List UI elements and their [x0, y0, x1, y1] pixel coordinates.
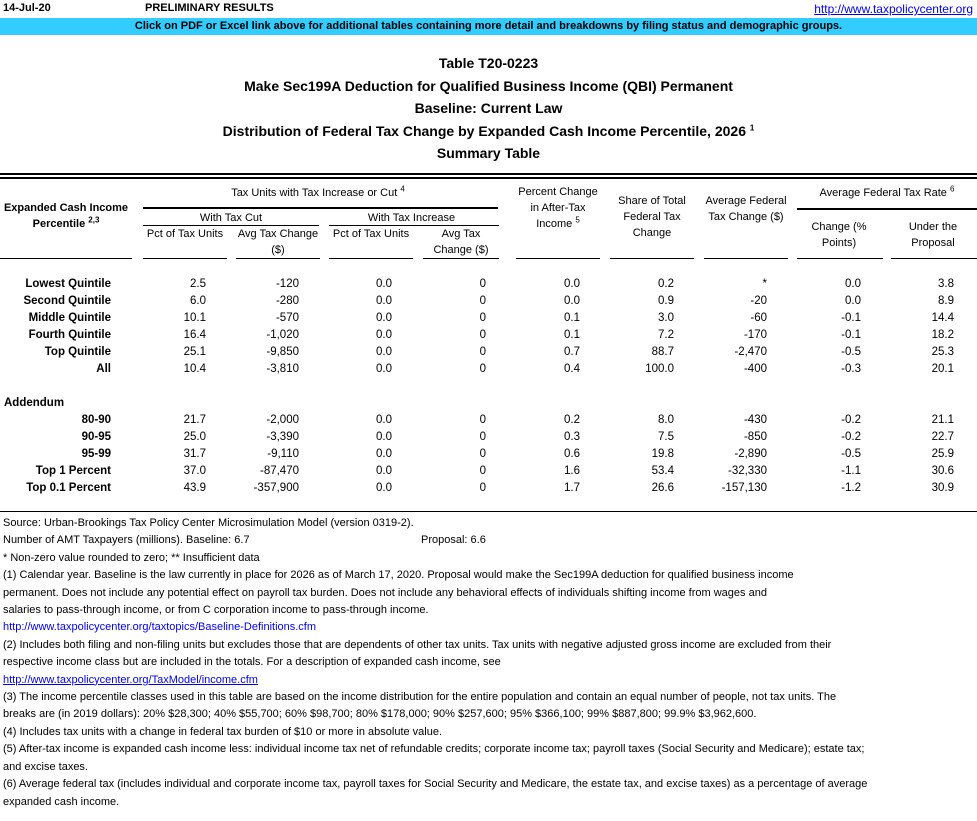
cell-cut-pct: 21.7	[183, 414, 206, 426]
col-header-after-tax	[516, 184, 600, 232]
table-row	[0, 414, 977, 431]
col-header-text: Expanded Cash Income Percentile	[3, 202, 129, 230]
table-row	[0, 295, 977, 312]
cell-inc-pct: 0.0	[376, 414, 392, 426]
footnote-ref: 5	[575, 215, 580, 225]
col-header-with-cut: With Tax Cut	[199, 212, 263, 224]
rule	[329, 258, 413, 259]
cell-share: 0.2	[658, 278, 674, 290]
cell-cut-avg: -2,000	[266, 414, 299, 426]
col-header-inc-pct: Pct of Tax Units	[332, 228, 410, 240]
col-header-cut-pct: Pct of Tax Units	[146, 228, 224, 240]
row-label: 80-90	[81, 414, 111, 426]
cell-share: 7.5	[658, 431, 674, 443]
top-bar	[0, 0, 977, 18]
table-row	[0, 482, 977, 499]
cell-rate-under: 14.4	[931, 312, 954, 324]
row-label: Top 1 Percent	[35, 465, 111, 477]
cell-rate-change: 0.0	[845, 278, 861, 290]
col-header-with-increase: With Tax Increase	[367, 212, 456, 224]
cell-cut-avg: -87,470	[259, 465, 299, 477]
cell-cut-pct: 16.4	[183, 329, 206, 341]
income-definition-link[interactable]: http://www.taxpolicycenter.org/TaxModel/income.cfm	[3, 673, 258, 686]
addendum-header	[0, 397, 977, 414]
rule	[0, 258, 132, 259]
cell-after-tax: 0.1	[564, 312, 580, 324]
cell-inc-pct: 0.0	[376, 295, 392, 307]
cell-share: 88.7	[651, 346, 674, 358]
table-row	[0, 278, 977, 295]
cell-inc-avg: 0	[479, 312, 486, 324]
cell-inc-avg: 0	[479, 278, 486, 290]
note-3-cont: breaks are (in 2019 dollars): 20% $28,300; 40% $55,700; 60% $98,700; 80% $178,000; 90% $257,600; 95% $366,100; 99% $887,800; 99.9% $3,962,600.	[3, 708, 757, 721]
footnotes	[3, 515, 973, 811]
cell-inc-pct: 0.0	[376, 482, 392, 494]
subtitle-text: Distribution of Federal Tax Change by Expanded Cash Income Percentile, 2026	[222, 122, 746, 139]
cell-inc-pct: 0.0	[376, 329, 392, 341]
cell-cut-pct: 43.9	[183, 482, 206, 494]
cell-avg-change: -430	[743, 414, 767, 426]
col-header-avg-rate	[797, 185, 977, 201]
cell-rate-under: 25.9	[931, 448, 954, 460]
table-id: Table T20-0223	[438, 55, 539, 71]
cell-rate-under: 8.9	[938, 295, 954, 307]
col-header-inc-avg: Avg Tax Change ($)	[433, 228, 489, 256]
footnote-ref: 4	[400, 184, 405, 194]
cell-inc-avg: 0	[479, 295, 486, 307]
cell-share: 0.9	[658, 295, 674, 307]
rule	[797, 258, 883, 259]
cell-after-tax: 0.2	[564, 414, 580, 426]
cell-after-tax: 0.4	[564, 363, 580, 375]
row-label: Top Quintile	[44, 346, 111, 358]
cell-avg-change: *	[762, 278, 767, 290]
cell-cut-avg: -570	[275, 312, 299, 324]
col-header-text: Percent Change in After-Tax Income	[518, 186, 598, 230]
cell-rate-change: 0.0	[845, 295, 861, 307]
cell-inc-pct: 0.0	[376, 346, 392, 358]
note-2-cont: respective income class but are included in the totals. For a description of expanded cash income, see	[3, 656, 501, 669]
cell-cut-avg: -120	[275, 278, 299, 290]
cell-avg-change: -850	[743, 431, 767, 443]
cell-rate-under: 30.6	[931, 465, 954, 477]
rule	[797, 208, 977, 210]
cell-cut-avg: -9,110	[267, 448, 299, 460]
cell-avg-change: -2,470	[734, 346, 767, 358]
cell-cut-pct: 10.4	[183, 363, 206, 375]
site-link[interactable]: http://www.taxpolicycenter.org	[814, 2, 973, 16]
footnote-ref: 6	[950, 184, 955, 194]
cell-avg-change: -20	[750, 295, 767, 307]
row-label: Fourth Quintile	[28, 329, 111, 341]
cell-cut-avg: -1,020	[266, 329, 299, 341]
cell-after-tax: 0.7	[564, 346, 580, 358]
cell-inc-avg: 0	[479, 465, 486, 477]
cell-cut-pct: 25.1	[183, 346, 206, 358]
cell-rate-under: 25.3	[931, 346, 954, 358]
cell-cut-pct: 31.7	[183, 448, 206, 460]
report-date: 14-Jul-20	[3, 2, 51, 14]
table-row	[0, 431, 977, 448]
cell-inc-pct: 0.0	[376, 363, 392, 375]
cell-inc-avg: 0	[479, 482, 486, 494]
cell-rate-change: -0.1	[841, 312, 861, 324]
col-header-tax-units	[143, 185, 493, 201]
cell-after-tax: 0.0	[564, 278, 580, 290]
amt-baseline: Number of AMT Taxpayers (millions). Baseline: 6.7	[3, 534, 250, 547]
cell-share: 19.8	[651, 448, 674, 460]
note-1-cont: salaries to pass-through income, or from C corporation income to pass-through income.	[3, 604, 429, 617]
note-3: (3) The income percentile classes used in this table are based on the income distribution for the entire population and contain an equal number of people, not tax units. The	[3, 691, 837, 704]
table-row	[0, 346, 977, 363]
cell-rate-change: -0.2	[841, 431, 861, 443]
cell-avg-change: -32,330	[727, 465, 767, 477]
col-header-share: Share of Total Federal Tax Change	[618, 195, 686, 239]
col-header-text: Average Federal Tax Rate	[819, 187, 947, 199]
cell-share: 26.6	[651, 482, 674, 494]
cell-inc-pct: 0.0	[376, 431, 392, 443]
cell-cut-avg: -9,850	[266, 346, 299, 358]
footnote-ref: 1	[749, 122, 755, 132]
table-title: Make Sec199A Deduction for Qualified Business Income (QBI) Permanent	[244, 77, 733, 94]
baseline-label: Baseline: Current Law	[414, 100, 563, 116]
cell-rate-change: -0.3	[841, 363, 861, 375]
note-6-cont: expanded cash income.	[3, 795, 120, 808]
cell-cut-pct: 2.5	[190, 278, 206, 290]
rule	[516, 258, 600, 259]
cell-inc-avg: 0	[479, 431, 486, 443]
cell-share: 53.4	[651, 465, 674, 477]
cell-after-tax: 1.7	[564, 482, 580, 494]
cell-rate-under: 30.9	[931, 482, 954, 494]
cell-cut-pct: 25.0	[183, 431, 206, 443]
cell-rate-under: 3.8	[938, 278, 954, 290]
summary-label: Summary Table	[436, 145, 541, 161]
preliminary-label: PRELIMINARY RESULTS	[145, 2, 274, 14]
table-subtitle	[0, 120, 977, 143]
cell-share: 100.0	[645, 363, 674, 375]
cell-inc-pct: 0.0	[376, 278, 392, 290]
table-titles	[0, 52, 977, 165]
note-4: (4) Includes tax units with a change in federal tax burden of $10 or more in absolute value.	[3, 725, 443, 738]
row-label: 90-95	[81, 431, 111, 443]
row-label: Second Quintile	[23, 295, 111, 307]
cell-rate-change: -0.1	[841, 329, 861, 341]
cell-after-tax: 0.0	[564, 295, 580, 307]
cell-rate-under: 20.1	[931, 363, 954, 375]
col-header-rate-under: Under the Proposal	[908, 221, 958, 249]
table-row	[0, 363, 977, 380]
rule	[610, 258, 694, 259]
note-1-cont: permanent. Does not include any potential effect on payroll tax burden. Does not include any behavioral effects of individuals shifting income from wages and	[3, 586, 767, 599]
cell-rate-change: -0.5	[841, 448, 861, 460]
cell-cut-pct: 6.0	[190, 295, 206, 307]
cell-inc-pct: 0.0	[376, 448, 392, 460]
cell-rate-change: -1.1	[841, 465, 861, 477]
col-header-group	[0, 200, 132, 232]
cell-cut-pct: 10.1	[183, 312, 206, 324]
table-row	[0, 465, 977, 482]
cell-rate-under: 18.2	[931, 329, 954, 341]
note-source: Source: Urban-Brookings Tax Policy Center Microsimulation Model (version 0319-2).	[3, 517, 414, 529]
note-2: (2) Includes both filing and non-filing units but excludes those that are dependents of other tax units. Tax units with negative adjusted gross income are excluded from their	[3, 638, 832, 651]
row-label: 95-99	[81, 448, 111, 460]
cell-after-tax: 0.3	[564, 431, 580, 443]
cell-after-tax: 0.6	[564, 448, 580, 460]
baseline-definitions-link[interactable]: http://www.taxpolicycenter.org/taxtopics/Baseline-Definitions.cfm	[3, 621, 317, 634]
cell-share: 3.0	[658, 312, 674, 324]
cell-rate-change: -0.2	[841, 414, 861, 426]
rule	[423, 258, 499, 259]
col-header-text: Tax Units with Tax Increase or Cut	[231, 187, 398, 199]
note-legend: * Non-zero value rounded to zero; ** Insufficient data	[3, 551, 260, 564]
cell-cut-avg: -280	[275, 295, 299, 307]
col-header-rate-change: Change (% Points)	[811, 221, 867, 249]
cell-cut-avg: -3,810	[266, 363, 299, 375]
cell-avg-change: -157,130	[721, 482, 767, 494]
note-amt	[3, 532, 973, 549]
cell-inc-avg: 0	[479, 414, 486, 426]
cell-after-tax: 0.1	[564, 329, 580, 341]
cell-inc-avg: 0	[479, 329, 486, 341]
cell-share: 7.2	[658, 329, 674, 341]
row-label: Lowest Quintile	[25, 278, 111, 290]
col-header-cut-avg: Avg Tax Change ($)	[237, 228, 319, 256]
note-5-cont: and excise taxes.	[3, 760, 88, 773]
cell-avg-change: -170	[743, 329, 767, 341]
cell-avg-change: -400	[743, 363, 767, 375]
cell-rate-under: 22.7	[931, 431, 954, 443]
cell-cut-avg: -357,900	[253, 482, 299, 494]
cell-rate-change: -0.5	[841, 346, 861, 358]
rule	[143, 258, 227, 259]
table-row	[0, 312, 977, 329]
cell-share: 8.0	[658, 414, 674, 426]
note-5: (5) After-tax income is expanded cash income less: individual income tax net of refundable credits; corporate income tax; payroll taxes (Social Security and Medicare); estate tax;	[3, 743, 865, 756]
info-banner: Click on PDF or Excel link above for additional tables containing more detail and breakdowns by filing status and demographic groups.	[0, 18, 977, 35]
cell-inc-avg: 0	[479, 363, 486, 375]
row-label: Middle Quintile	[28, 312, 111, 324]
cell-inc-pct: 0.0	[376, 465, 392, 477]
cell-cut-pct: 37.0	[183, 465, 206, 477]
cell-avg-change: -2,890	[734, 448, 767, 460]
rule	[704, 258, 788, 259]
cell-rate-under: 21.1	[931, 414, 954, 426]
table-row	[0, 329, 977, 346]
note-1: (1) Calendar year. Baseline is the law currently in place for 2026 as of March 17, 2020. Proposal would make the Sec199A deduction for qualified business income	[3, 569, 794, 582]
rule	[891, 258, 977, 259]
row-label: Top 0.1 Percent	[26, 482, 111, 494]
cell-avg-change: -60	[750, 312, 767, 324]
addendum-label: Addendum	[4, 397, 65, 409]
double-rule-top	[0, 173, 977, 175]
cell-inc-pct: 0.0	[376, 312, 392, 324]
cell-rate-change: -1.2	[841, 482, 861, 494]
row-label: All	[96, 363, 111, 375]
cell-inc-avg: 0	[479, 448, 486, 460]
note-6: (6) Average federal tax (includes individual and corporate income tax, payroll taxes for Social Security and Medicare, the estate tax, and excise taxes) as a percentage of average	[3, 778, 868, 791]
amt-proposal: Proposal: 6.6	[421, 534, 486, 547]
table-row	[0, 448, 977, 465]
col-header-avg-change: Average Federal Tax Change ($)	[705, 195, 787, 223]
cell-cut-avg: -3,390	[266, 431, 299, 443]
table-bottom-rule	[0, 511, 977, 512]
footnote-ref: 2,3	[88, 215, 100, 225]
double-rule-bottom	[0, 177, 977, 179]
rule	[236, 258, 320, 259]
cell-inc-avg: 0	[479, 346, 486, 358]
cell-after-tax: 1.6	[564, 465, 580, 477]
rule	[143, 207, 498, 209]
